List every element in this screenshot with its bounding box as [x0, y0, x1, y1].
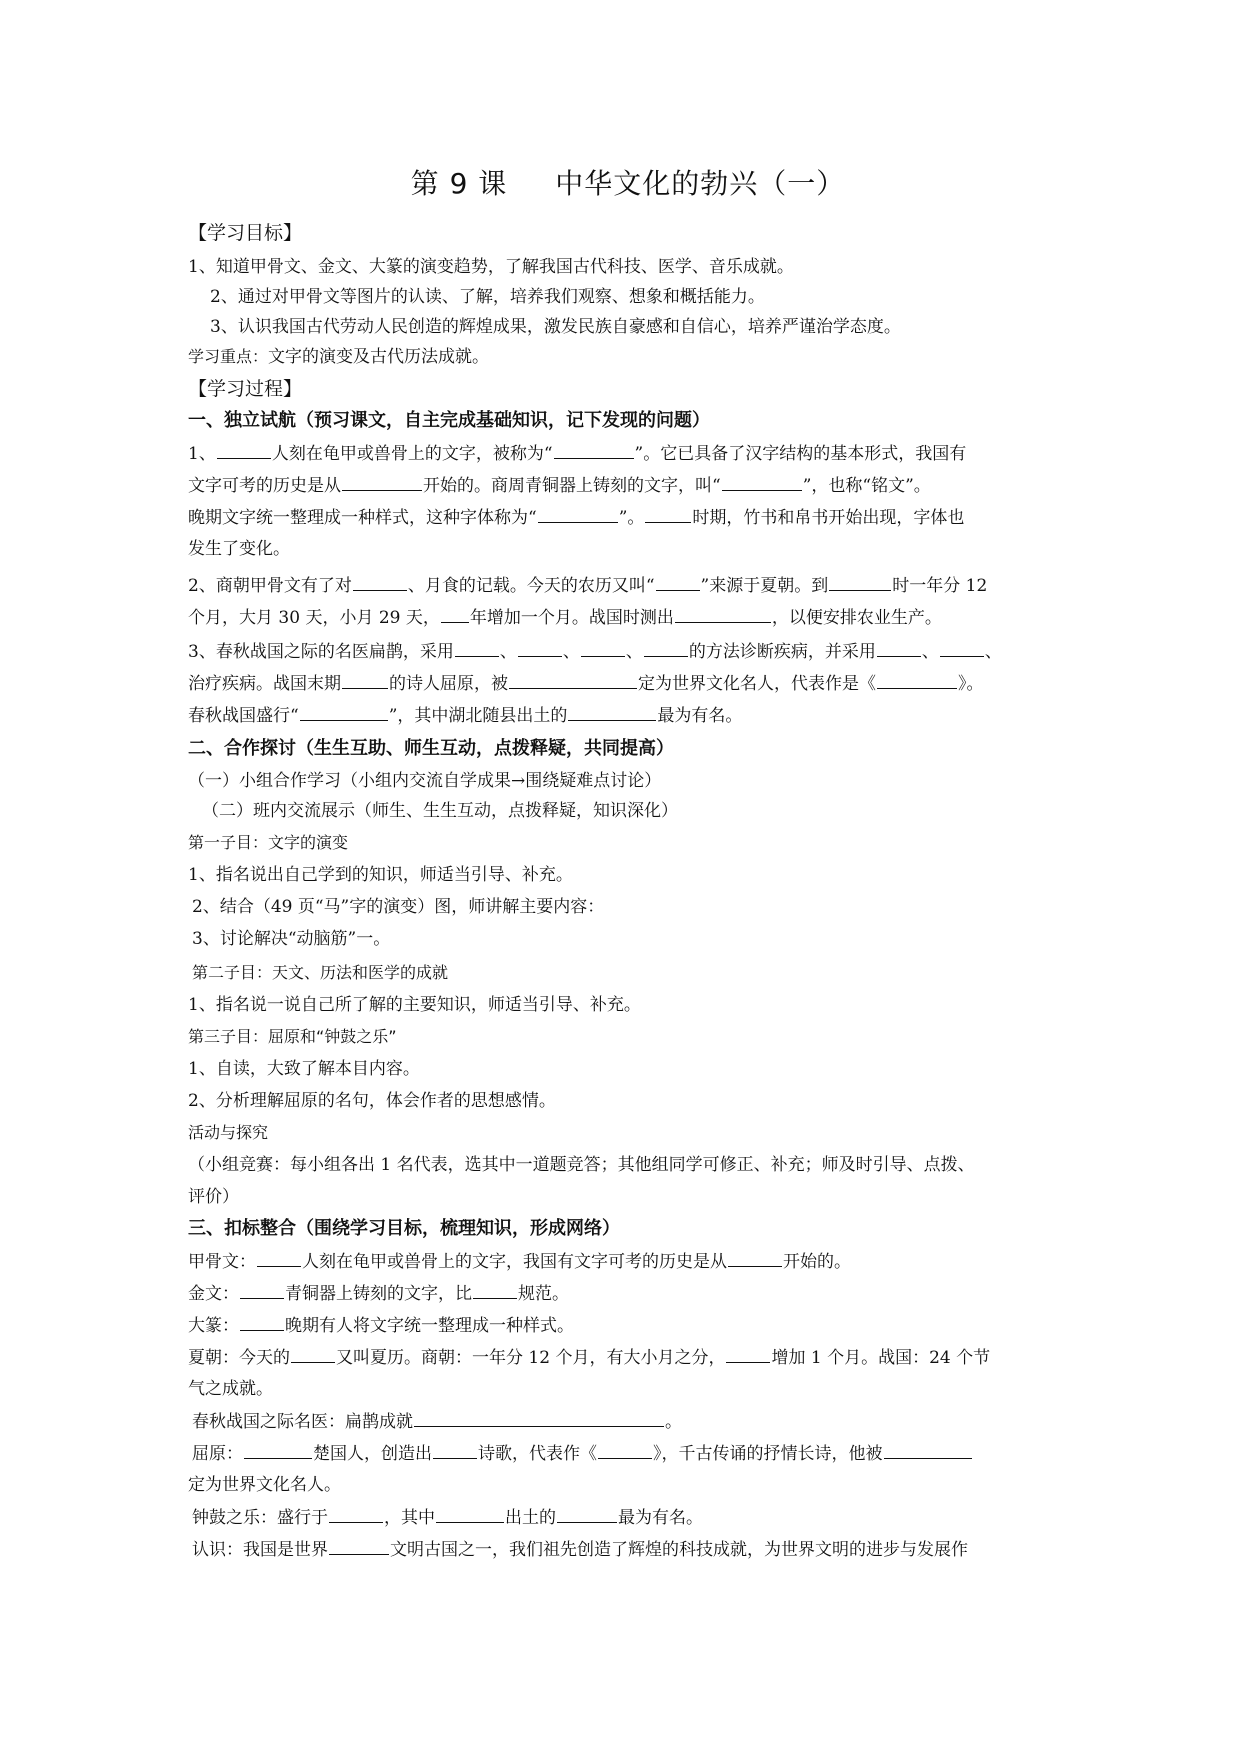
summary-text: 文明古国之一，我们祖先创造了辉煌的科技成就，为世界文明的进步与发展作 [390, 1540, 968, 1560]
subtopic-2-item-1: 1、指名说一说自己所了解的主要知识，师适当引导、补充。 [188, 995, 641, 1015]
subtopic-1-item-3: 3、讨论解决“动脑筋”一。 [192, 929, 391, 949]
q3-text-d: 治疗疾病。战国末期 [188, 674, 341, 694]
q2-line2 [188, 606, 1068, 629]
blank[interactable] [877, 640, 921, 657]
focus-label: 学习重点： [188, 347, 269, 366]
summary-calendar-2: 气之成就。 [188, 1379, 273, 1399]
q2-text-e: 个月，大月 30 天，小月 29 天， [188, 608, 440, 628]
separator: 、 [499, 642, 517, 662]
objective-1: 1、知道甲骨文、金文、大篆的演变趋势，了解我国古代科技、医学、音乐成就。 [188, 257, 794, 277]
blank[interactable] [538, 506, 618, 523]
q2-text-d: 时一年分 12 [892, 576, 988, 596]
q3-text-e: 的诗人屈原，被 [389, 674, 508, 694]
q1-line1 [188, 442, 1068, 465]
summary-text: 增加 1 个月。战国：24 个节 [771, 1348, 991, 1368]
blank[interactable] [877, 672, 957, 689]
blank[interactable] [414, 1410, 664, 1427]
summary-text: 诗歌，代表作《 [478, 1444, 597, 1464]
summary-text: 又叫夏历。商朝：一年分 12 个月，有大小月之分， [336, 1348, 726, 1368]
summary-quyuan-2: 定为世界文化名人。 [188, 1475, 341, 1495]
blank[interactable] [568, 704, 656, 721]
separator: 、 [921, 642, 939, 662]
blank[interactable] [645, 506, 691, 523]
summary-text: ，其中 [384, 1508, 435, 1528]
blank[interactable] [644, 640, 688, 657]
blank[interactable] [509, 672, 637, 689]
summary-label: 屈原： [192, 1444, 243, 1464]
focus-text: 文字的演变及古代历法成就。 [268, 347, 490, 367]
q3-text-i: ”，其中湖北随县出土的 [388, 706, 568, 726]
summary-text: 开始的。 [783, 1252, 851, 1272]
blank[interactable] [829, 574, 891, 591]
part2-step2: （二）班内交流展示（师生、生生互动，点拨释疑，知识深化） [202, 801, 678, 821]
blank[interactable] [455, 640, 499, 657]
summary-label: 大篆： [188, 1316, 239, 1336]
q3-line3 [188, 704, 1068, 727]
summary-bronze [188, 1282, 1068, 1305]
blank[interactable] [240, 1282, 284, 1299]
q1-line4: 发生了变化。 [188, 539, 290, 559]
blank[interactable] [353, 574, 407, 591]
separator: 、 [562, 642, 580, 662]
summary-dazhuan [188, 1314, 1068, 1337]
summary-text: 人刻在龟甲或兽骨上的文字，我国有文字可考的历史是从 [302, 1252, 727, 1272]
blank[interactable] [433, 1442, 477, 1459]
blank[interactable] [722, 474, 802, 491]
blank[interactable] [342, 474, 422, 491]
q1-text-i: 时期，竹书和帛书开始出现，字体也 [692, 508, 965, 528]
activity-text-1: （小组竞赛：每小组各出 1 名代表，选其中一道题竞答；其他组同学可修正、补充；师及时引导、点拨、 [188, 1155, 975, 1175]
separator: 、 [625, 642, 643, 662]
q1-text-h: ”。 [618, 508, 645, 528]
summary-text: 夏朝：今天的 [188, 1348, 290, 1368]
q1-text-d: 文字可考的历史是从 [188, 476, 341, 496]
q1-text-b: 人刻在龟甲或兽骨上的文字，被称为“ [271, 444, 553, 464]
summary-text: 认识：我国是世界 [192, 1540, 328, 1560]
lesson-number: 第 9 课 [410, 167, 508, 200]
q2-text-c: ”来源于夏朝。到 [700, 576, 829, 596]
blank[interactable] [329, 1538, 389, 1555]
objective-3: 3、认识我国古代劳动人民创造的辉煌成果，激发民族自豪感和自信心，培养严谨治学态度。 [210, 317, 901, 337]
q3-text-h: 春秋战国盛行“ [188, 706, 299, 726]
q2-text-g: ，以便安排农业生产。 [771, 608, 942, 628]
q1-line2 [188, 474, 1068, 497]
summary-text: 晚期有人将文字统一整理成一种样式。 [285, 1316, 574, 1336]
blank[interactable] [656, 574, 700, 591]
q3-text-g: 》。 [958, 674, 984, 694]
part3-heading: 三、扣标整合（围绕学习目标，梳理知识，形成网络） [188, 1218, 620, 1239]
blank[interactable] [240, 1314, 284, 1331]
q2-text-b: 、月食的记载。今天的农历又叫“ [407, 576, 655, 596]
part1-heading: 一、独立试航（预习课文，自主完成基础知识，记下发现的问题） [188, 410, 710, 431]
blank[interactable] [518, 640, 562, 657]
blank[interactable] [473, 1282, 517, 1299]
q1-line3 [188, 506, 1068, 529]
blank[interactable] [940, 640, 984, 657]
summary-calendar-1 [188, 1346, 1068, 1369]
subtopic-3-heading: 第三子目：屈原和“钟鼓之乐” [188, 1027, 397, 1046]
q2-text-a: 2、商朝甲骨文有了对 [188, 576, 352, 596]
part2-heading: 二、合作探讨（生生互助、师生互动，点拨释疑，共同提高） [188, 738, 674, 759]
summary-text: 青铜器上铸刻的文字，比 [285, 1284, 472, 1304]
q1-text-g: 晚期文字统一整理成一种样式，这种字体称为“ [188, 508, 537, 528]
activity-text-2: 评价） [188, 1187, 239, 1207]
summary-quyuan-1 [192, 1442, 1072, 1465]
blank[interactable] [884, 1442, 972, 1459]
blank[interactable] [598, 1442, 652, 1459]
subtopic-2-heading: 第二子目：天文、历法和医学的成就 [192, 963, 449, 982]
summary-label: 甲骨文： [188, 1252, 256, 1272]
page-title [188, 162, 1068, 202]
summary-doctor [192, 1410, 1072, 1433]
blank[interactable] [244, 1442, 312, 1459]
summary-oracle-bone [188, 1250, 1068, 1273]
lesson-name: 中华文化的勃兴（一） [555, 167, 846, 200]
q2-line1 [188, 574, 1068, 597]
summary-text: 出土的 [505, 1508, 556, 1528]
activity-heading: 活动与探究 [188, 1123, 269, 1142]
blank[interactable] [581, 640, 625, 657]
blank[interactable] [217, 442, 271, 459]
subtopic-3-item-2: 2、分析理解屈原的名句，体会作者的思想感情。 [188, 1091, 556, 1111]
blank[interactable] [726, 1346, 770, 1363]
part2-step1: （一）小组合作学习（小组内交流自学成果→围绕疑难点讨论） [188, 771, 662, 791]
subtopic-1-item-1: 1、指名说出自己学到的知识，师适当引导、补充。 [188, 865, 573, 885]
q3-line1 [188, 640, 1068, 663]
q3-text-c: 、 [984, 642, 1002, 662]
subtopic-1-item-2: 2、结合（49 页“马”字的演变）图，师讲解主要内容： [192, 897, 605, 917]
summary-text: 》，千古传诵的抒情长诗，他被 [653, 1444, 883, 1464]
blank[interactable] [300, 704, 388, 721]
blank[interactable] [257, 1250, 301, 1267]
blank[interactable] [441, 606, 469, 623]
q3-text-j: 最为有名。 [657, 706, 743, 726]
blank[interactable] [675, 606, 771, 623]
q1-number: 1、 [188, 444, 216, 464]
q2-text-f: 年增加一个月。战国时测出 [469, 608, 674, 628]
summary-text: 春秋战国之际名医：扁鹊成就 [192, 1412, 413, 1432]
subtopic-3-item-1: 1、自读，大致了解本目内容。 [188, 1059, 420, 1079]
q3-text-f: 定为世界文化名人，代表作是《 [638, 674, 876, 694]
process-heading: 【学习过程】 [188, 378, 303, 400]
objectives-heading: 【学习目标】 [188, 222, 303, 244]
summary-text: 规范。 [518, 1284, 569, 1304]
summary-label: 金文： [188, 1284, 239, 1304]
blank[interactable] [329, 1506, 383, 1523]
summary-text: 。 [665, 1412, 682, 1432]
blank[interactable] [436, 1506, 504, 1523]
q3-line2 [188, 672, 1068, 695]
summary-text: 楚国人，创造出 [313, 1444, 432, 1464]
blank[interactable] [728, 1250, 782, 1267]
summary-bells [192, 1506, 1072, 1529]
objective-2: 2、通过对甲骨文等图片的认读、了解，培养我们观察、想象和概括能力。 [210, 287, 765, 307]
summary-text: 最为有名。 [618, 1508, 703, 1528]
summary-text: 钟鼓之乐：盛行于 [192, 1508, 328, 1528]
blank[interactable] [554, 442, 634, 459]
blank[interactable] [291, 1346, 335, 1363]
summary-recognition [192, 1538, 1072, 1561]
subtopic-1-heading: 第一子目：文字的演变 [188, 833, 349, 852]
q1-text-e: 开始的。商周青铜器上铸刻的文字，叫“ [423, 476, 721, 496]
q3-text-a: 3、春秋战国之际的名医扁鹊，采用 [188, 642, 454, 662]
blank[interactable] [342, 672, 388, 689]
q1-text-c: ”。它已具备了汉字结构的基本形式，我国有 [634, 444, 967, 464]
q1-text-f: ”，也称“铭文”。 [802, 476, 931, 496]
q3-text-b: 的方法诊断疾病，并采用 [688, 642, 876, 662]
study-focus [188, 346, 1068, 368]
blank[interactable] [557, 1506, 617, 1523]
